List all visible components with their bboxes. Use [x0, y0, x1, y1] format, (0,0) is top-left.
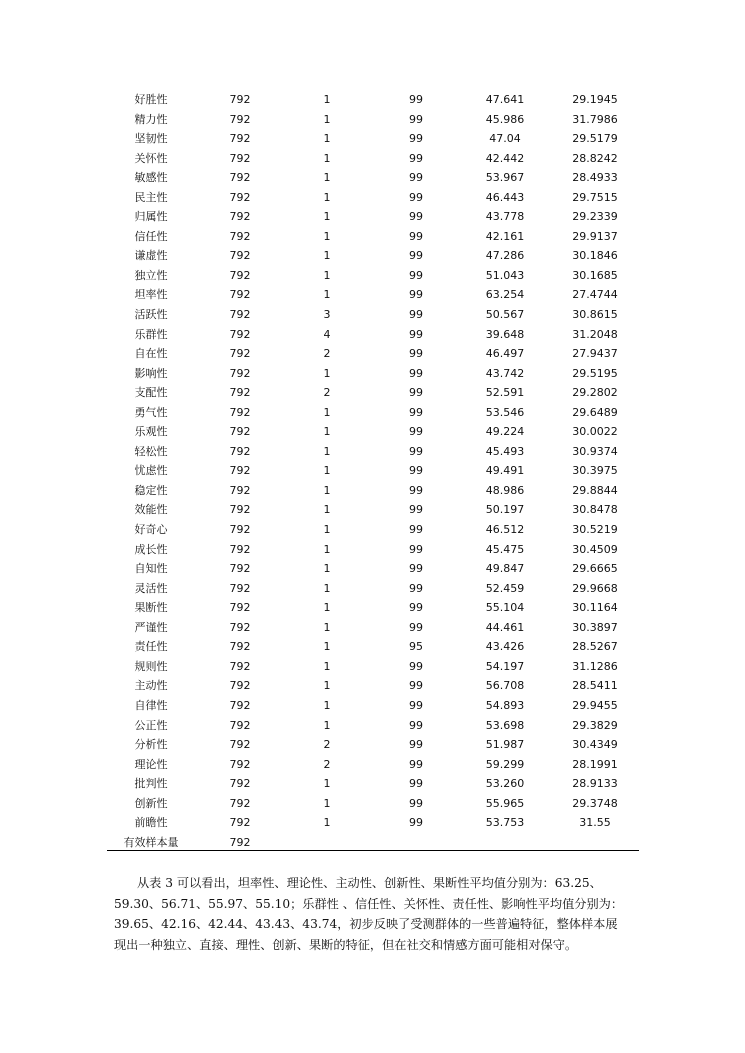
mean-cell: 45.986 [485, 112, 525, 126]
minimum-cell: 2 [323, 347, 331, 361]
mean-cell: 55.104 [485, 601, 525, 615]
table-bottom-rule [107, 850, 639, 851]
mean-cell: 46.512 [485, 523, 525, 537]
maximum-cell: 99 [409, 132, 423, 146]
minimum-cell: 1 [323, 444, 331, 458]
std-dev-cell: 29.2802 [572, 386, 618, 400]
trait-name-cell: 稳定性 [134, 483, 168, 497]
sample-size-cell: 792 [229, 210, 251, 224]
minimum-cell: 1 [323, 483, 331, 497]
minimum-cell: 1 [323, 659, 331, 673]
table-row [107, 716, 639, 736]
sample-size-cell: 792 [229, 190, 251, 204]
sample-size-cell: 792 [229, 112, 251, 126]
maximum-cell: 99 [409, 386, 423, 400]
trait-name-cell: 自在性 [134, 347, 168, 361]
minimum-cell: 1 [323, 503, 331, 517]
minimum-cell: 1 [323, 229, 331, 243]
mean-cell: 39.648 [485, 327, 525, 341]
trait-name-cell: 勇气性 [134, 405, 168, 419]
maximum-cell: 99 [409, 738, 423, 752]
minimum-cell: 1 [323, 132, 331, 146]
std-dev-cell: 29.9455 [572, 698, 618, 712]
minimum-cell: 1 [323, 366, 331, 380]
paragraph-line: 39.65、42.16、42.44、43.43、43.74，初步反映了受测群体的一些普遍特征，整体样本展 [114, 917, 618, 932]
maximum-cell: 99 [409, 503, 423, 517]
trait-name-cell: 坦率性 [134, 288, 168, 302]
mean-cell: 53.967 [485, 171, 525, 185]
table-row [107, 540, 639, 560]
minimum-cell: 1 [323, 698, 331, 712]
table-row [107, 559, 639, 579]
minimum-cell: 1 [323, 190, 331, 204]
std-dev-cell: 28.8242 [572, 151, 618, 165]
sample-size-cell: 792 [229, 679, 251, 693]
table-row [107, 266, 639, 286]
trait-name-cell: 谦虚性 [134, 249, 168, 263]
mean-cell: 42.442 [485, 151, 525, 165]
minimum-cell: 1 [323, 523, 331, 537]
trait-name-cell: 主动性 [134, 679, 168, 693]
minimum-cell: 2 [323, 386, 331, 400]
minimum-cell: 1 [323, 620, 331, 634]
trait-name-cell: 效能性 [134, 503, 168, 517]
std-dev-cell: 28.9133 [572, 777, 618, 791]
mean-cell: 53.698 [485, 718, 525, 732]
mean-cell: 48.986 [485, 483, 525, 497]
sample-size-cell: 792 [229, 308, 251, 322]
std-dev-cell: 27.4744 [572, 288, 618, 302]
sample-size-cell: 792 [229, 503, 251, 517]
minimum-cell: 1 [323, 718, 331, 732]
std-dev-cell: 29.7515 [572, 190, 618, 204]
sample-size-cell: 792 [229, 738, 251, 752]
mean-cell: 53.260 [485, 777, 525, 791]
maximum-cell: 99 [409, 366, 423, 380]
minimum-cell: 1 [323, 816, 331, 830]
mean-cell: 52.459 [485, 581, 525, 595]
trait-name-cell: 影响性 [134, 366, 168, 380]
table-row [107, 305, 639, 325]
minimum-cell: 1 [323, 562, 331, 576]
minimum-cell: 1 [323, 268, 331, 282]
paragraph-line: 现出一种独立、直接、理性、创新、果断的特征，但在社交和情感方面可能相对保守。 [114, 937, 578, 952]
maximum-cell: 99 [409, 308, 423, 322]
trait-name-cell: 民主性 [134, 190, 168, 204]
mean-cell: 45.475 [485, 542, 525, 556]
maximum-cell: 99 [409, 542, 423, 556]
minimum-cell: 1 [323, 777, 331, 791]
std-dev-cell: 31.7986 [572, 112, 618, 126]
sample-size-cell: 792 [229, 249, 251, 263]
mean-cell: 63.254 [485, 288, 525, 302]
trait-name-cell: 坚韧性 [134, 132, 168, 146]
mean-cell: 43.742 [485, 366, 525, 380]
maximum-cell: 99 [409, 347, 423, 361]
minimum-cell: 2 [323, 738, 331, 752]
sample-size-cell: 792 [229, 718, 251, 732]
mean-cell: 50.197 [485, 503, 525, 517]
sample-size-cell: 792 [229, 698, 251, 712]
mean-cell: 59.299 [485, 757, 525, 771]
table-row [107, 696, 639, 716]
sample-size-cell: 792 [229, 366, 251, 380]
minimum-cell: 3 [323, 308, 331, 322]
minimum-cell: 1 [323, 405, 331, 419]
maximum-cell: 99 [409, 816, 423, 830]
maximum-cell: 99 [409, 483, 423, 497]
mean-cell: 52.591 [485, 386, 525, 400]
mean-cell: 49.224 [485, 425, 525, 439]
trait-name-cell: 果断性 [134, 601, 168, 615]
table-row [107, 188, 639, 208]
trait-name-cell: 轻松性 [134, 444, 168, 458]
trait-name-cell: 乐群性 [134, 327, 168, 341]
std-dev-cell: 29.1945 [572, 93, 618, 106]
sample-size-cell: 792 [229, 777, 251, 791]
table-row [107, 813, 639, 833]
table-row [107, 442, 639, 462]
sample-size-cell: 792 [229, 132, 251, 146]
std-dev-cell: 30.1685 [572, 268, 618, 282]
sample-size-cell: 792 [229, 523, 251, 537]
minimum-cell: 1 [323, 249, 331, 263]
sample-size-cell: 792 [229, 444, 251, 458]
std-dev-cell: 30.8478 [572, 503, 618, 517]
table-row [107, 383, 639, 403]
table-row [107, 676, 639, 696]
sample-size-cell: 792 [229, 835, 251, 849]
sample-size-cell: 792 [229, 171, 251, 185]
minimum-cell: 1 [323, 581, 331, 595]
std-dev-cell: 30.1846 [572, 249, 618, 263]
table-row [107, 422, 639, 442]
table-row [107, 618, 639, 638]
maximum-cell: 99 [409, 425, 423, 439]
trait-name-cell: 自律性 [134, 698, 168, 712]
maximum-cell: 99 [409, 112, 423, 126]
trait-name-cell: 支配性 [134, 386, 168, 400]
std-dev-cell: 30.4349 [572, 738, 618, 752]
maximum-cell: 99 [409, 444, 423, 458]
mean-cell: 47.04 [489, 132, 521, 146]
std-dev-cell: 31.55 [579, 816, 611, 830]
mean-cell: 46.443 [485, 190, 525, 204]
minimum-cell: 1 [323, 640, 331, 654]
sample-size-cell: 792 [229, 483, 251, 497]
table-row [107, 285, 639, 305]
minimum-cell: 1 [323, 288, 331, 302]
std-dev-cell: 31.1286 [572, 659, 618, 673]
trait-name-cell: 好胜性 [134, 93, 168, 106]
table-row [107, 461, 639, 481]
trait-name-cell: 责任性 [134, 640, 168, 654]
table-row [107, 207, 639, 227]
sample-size-cell: 792 [229, 640, 251, 654]
maximum-cell: 95 [409, 640, 423, 654]
maximum-cell: 99 [409, 93, 423, 106]
maximum-cell: 99 [409, 581, 423, 595]
sample-size-cell: 792 [229, 620, 251, 634]
trait-name-cell: 规则性 [134, 659, 168, 673]
mean-cell: 53.546 [485, 405, 525, 419]
mean-cell: 49.491 [485, 464, 525, 478]
sample-size-cell: 792 [229, 562, 251, 576]
sample-size-cell: 792 [229, 268, 251, 282]
table-row [107, 598, 639, 618]
std-dev-cell: 30.3975 [572, 464, 618, 478]
table-row [107, 735, 639, 755]
sample-size-cell: 792 [229, 757, 251, 771]
std-dev-cell: 30.9374 [572, 444, 618, 458]
mean-cell: 46.497 [485, 347, 525, 361]
table-row [107, 246, 639, 266]
table-row [107, 637, 639, 657]
trait-name-cell: 严谨性 [134, 620, 168, 634]
trait-name-cell: 敏感性 [134, 171, 168, 185]
minimum-cell: 1 [323, 679, 331, 693]
trait-name-cell: 自知性 [134, 562, 168, 576]
trait-name-cell: 信任性 [134, 229, 168, 243]
std-dev-cell: 30.8615 [572, 308, 618, 322]
sample-size-cell: 792 [229, 816, 251, 830]
mean-cell: 55.965 [485, 796, 525, 810]
mean-cell: 56.708 [485, 679, 525, 693]
sample-size-cell: 792 [229, 425, 251, 439]
std-dev-cell: 29.6489 [572, 405, 618, 419]
std-dev-cell: 30.5219 [572, 523, 618, 537]
maximum-cell: 99 [409, 698, 423, 712]
std-dev-cell: 30.0022 [572, 425, 618, 439]
mean-cell: 53.753 [485, 816, 525, 830]
trait-name-cell: 分析性 [134, 738, 168, 752]
table-row [107, 168, 639, 188]
sample-size-cell: 792 [229, 581, 251, 595]
std-dev-cell: 29.6665 [572, 562, 618, 576]
sample-size-cell: 792 [229, 327, 251, 341]
mean-cell: 43.778 [485, 210, 525, 224]
maximum-cell: 99 [409, 757, 423, 771]
trait-name-cell: 归属性 [134, 210, 168, 224]
mean-cell: 44.461 [485, 620, 525, 634]
std-dev-cell: 30.1164 [572, 601, 618, 615]
minimum-cell: 1 [323, 796, 331, 810]
std-dev-cell: 29.5179 [572, 132, 618, 146]
maximum-cell: 99 [409, 679, 423, 693]
maximum-cell: 99 [409, 620, 423, 634]
sample-size-cell: 792 [229, 347, 251, 361]
trait-name-cell: 灵活性 [134, 581, 168, 595]
maximum-cell: 99 [409, 405, 423, 419]
sample-size-cell: 792 [229, 796, 251, 810]
maximum-cell: 99 [409, 796, 423, 810]
maximum-cell: 99 [409, 210, 423, 224]
mean-cell: 50.567 [485, 308, 525, 322]
trait-name-cell: 好奇心 [134, 523, 168, 537]
minimum-cell: 1 [323, 542, 331, 556]
minimum-cell: 1 [323, 93, 331, 106]
sample-size-cell: 792 [229, 659, 251, 673]
std-dev-cell: 28.4933 [572, 171, 618, 185]
trait-name-cell: 创新性 [134, 796, 168, 810]
maximum-cell: 99 [409, 523, 423, 537]
mean-cell: 49.847 [485, 562, 525, 576]
table-row [107, 149, 639, 169]
table-row [107, 794, 639, 814]
mean-cell: 47.641 [485, 93, 525, 106]
table-row [107, 344, 639, 364]
std-dev-cell: 29.3829 [572, 718, 618, 732]
mean-cell: 43.426 [485, 640, 525, 654]
sample-size-cell: 792 [229, 151, 251, 165]
table-row [107, 755, 639, 775]
minimum-cell: 1 [323, 425, 331, 439]
minimum-cell: 1 [323, 210, 331, 224]
mean-cell: 42.161 [485, 229, 525, 243]
minimum-cell: 1 [323, 112, 331, 126]
sample-size-cell: 792 [229, 386, 251, 400]
std-dev-cell: 30.3897 [572, 620, 618, 634]
trait-name-cell: 忧虑性 [134, 464, 168, 478]
mean-cell: 54.197 [485, 659, 525, 673]
minimum-cell: 1 [323, 601, 331, 615]
trait-name-cell: 有效样本量 [123, 835, 179, 849]
trait-name-cell: 公正性 [134, 718, 168, 732]
mean-cell: 51.043 [485, 268, 525, 282]
sample-size-cell: 792 [229, 288, 251, 302]
table-row [107, 500, 639, 520]
std-dev-cell: 27.9437 [572, 347, 618, 361]
std-dev-cell: 29.5195 [572, 366, 618, 380]
table-row [107, 520, 639, 540]
statistics-table [107, 90, 639, 852]
mean-cell: 54.893 [485, 698, 525, 712]
std-dev-cell: 28.1991 [572, 757, 618, 771]
trait-name-cell: 独立性 [134, 268, 168, 282]
table-row [107, 579, 639, 599]
table-row [107, 774, 639, 794]
table-row [107, 657, 639, 677]
mean-cell: 45.493 [485, 444, 525, 458]
paragraph-line: 59.30、56.71、55.97、55.10；乐群性 、信任性、关怀性、责任性、影响性平均值分别为： [114, 896, 624, 911]
trait-name-cell: 乐观性 [134, 425, 168, 439]
maximum-cell: 99 [409, 718, 423, 732]
minimum-cell: 1 [323, 464, 331, 478]
trait-name-cell: 关怀性 [134, 151, 168, 165]
sample-size-cell: 792 [229, 93, 251, 106]
minimum-cell: 1 [323, 171, 331, 185]
trait-name-cell: 活跃性 [134, 308, 168, 322]
maximum-cell: 99 [409, 268, 423, 282]
maximum-cell: 99 [409, 659, 423, 673]
maximum-cell: 99 [409, 249, 423, 263]
table-row [107, 110, 639, 130]
maximum-cell: 99 [409, 777, 423, 791]
paragraph-line: 从表 3 可以看出，坦率性、理论性、主动性、创新性、果断性平均值分别为：63.25、 [137, 876, 602, 890]
minimum-cell: 2 [323, 757, 331, 771]
maximum-cell: 99 [409, 562, 423, 576]
minimum-cell: 1 [323, 151, 331, 165]
trait-name-cell: 批判性 [134, 777, 168, 791]
maximum-cell: 99 [409, 464, 423, 478]
maximum-cell: 99 [409, 327, 423, 341]
table-row [107, 364, 639, 384]
sample-size-cell: 792 [229, 229, 251, 243]
std-dev-cell: 29.9668 [572, 581, 618, 595]
table-row [107, 90, 639, 110]
trait-name-cell: 成长性 [134, 542, 168, 556]
table-row [107, 325, 639, 345]
table-row [107, 227, 639, 247]
maximum-cell: 99 [409, 151, 423, 165]
mean-cell: 47.286 [485, 249, 525, 263]
table-row [107, 403, 639, 423]
std-dev-cell: 29.3748 [572, 796, 618, 810]
std-dev-cell: 29.2339 [572, 210, 618, 224]
maximum-cell: 99 [409, 229, 423, 243]
trait-name-cell: 精力性 [134, 112, 168, 126]
sample-size-cell: 792 [229, 601, 251, 615]
maximum-cell: 99 [409, 288, 423, 302]
std-dev-cell: 29.9137 [572, 229, 618, 243]
table-row [107, 129, 639, 149]
std-dev-cell: 29.8844 [572, 483, 618, 497]
mean-cell: 51.987 [485, 738, 525, 752]
maximum-cell: 99 [409, 171, 423, 185]
maximum-cell: 99 [409, 601, 423, 615]
minimum-cell: 4 [323, 327, 331, 341]
sample-size-cell: 792 [229, 542, 251, 556]
std-dev-cell: 28.5267 [572, 640, 618, 654]
trait-name-cell: 理论性 [134, 757, 168, 771]
sample-size-cell: 792 [229, 405, 251, 419]
analysis-paragraph [114, 873, 646, 955]
std-dev-cell: 31.2048 [572, 327, 618, 341]
sample-size-cell: 792 [229, 464, 251, 478]
std-dev-cell: 30.4509 [572, 542, 618, 556]
std-dev-cell: 28.5411 [572, 679, 618, 693]
trait-name-cell: 前瞻性 [134, 816, 168, 830]
maximum-cell: 99 [409, 190, 423, 204]
table-row [107, 481, 639, 501]
